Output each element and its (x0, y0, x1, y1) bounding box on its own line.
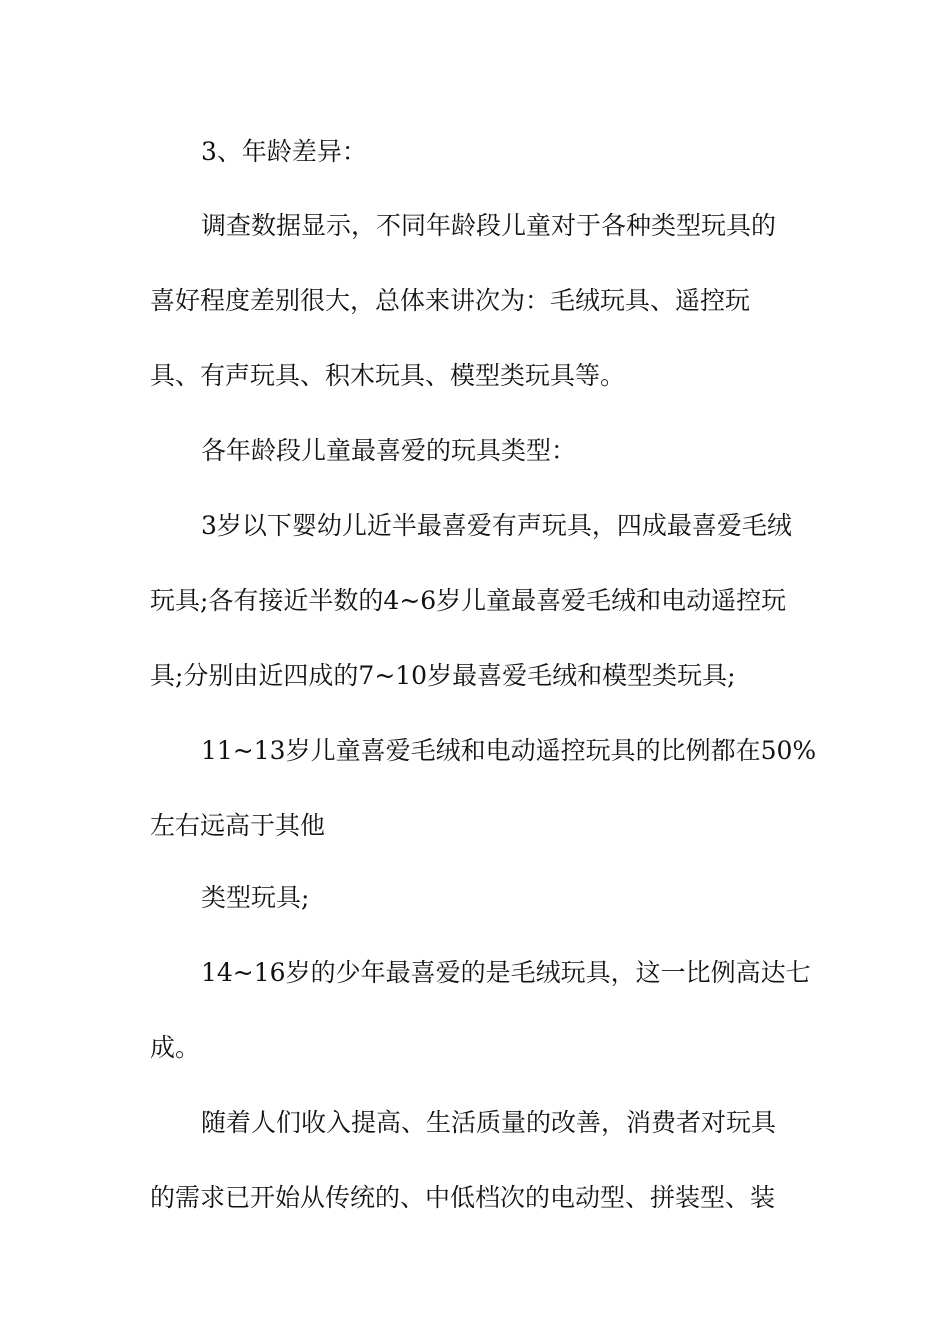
paragraph-line: 成。 (150, 1033, 201, 1062)
paragraph-line: 具、有声玩具、积木玩具、模型类玩具等。 (150, 361, 626, 390)
paragraph-line: 具;分别由近四成的7~10岁最喜爱毛绒和模型类玩具; (150, 661, 736, 690)
paragraph-line: 各年龄段儿童最喜爱的玩具类型： (201, 436, 577, 465)
paragraph-line: 玩具;各有接近半数的4~6岁儿童最喜爱毛绒和电动遥控玩 (150, 586, 787, 615)
paragraph-line: 14~16岁的少年最喜爱的是毛绒玩具，这一比例高达七 (201, 958, 811, 987)
paragraph-line: 左右远高于其他 (150, 811, 326, 840)
paragraph-line: 随着人们收入提高、生活质量的改善，消费者对玩具 (201, 1108, 777, 1137)
paragraph-line: 11~13岁儿童喜爱毛绒和电动遥控玩具的比例都在50% (201, 736, 817, 765)
paragraph-line: 3岁以下婴幼儿近半最喜爱有声玩具，四成最喜爱毛绒 (201, 511, 792, 540)
paragraph-line: 调查数据显示，不同年龄段儿童对于各种类型玩具的 (201, 211, 777, 240)
section-heading: 3、年龄差异： (201, 137, 367, 166)
paragraph-line: 类型玩具; (201, 883, 310, 912)
paragraph-line: 喜好程度差别很大，总体来讲次为：毛绒玩具、遥控玩 (150, 286, 751, 315)
paragraph-line: 的需求已开始从传统的、中低档次的电动型、拼装型、装 (150, 1183, 776, 1212)
